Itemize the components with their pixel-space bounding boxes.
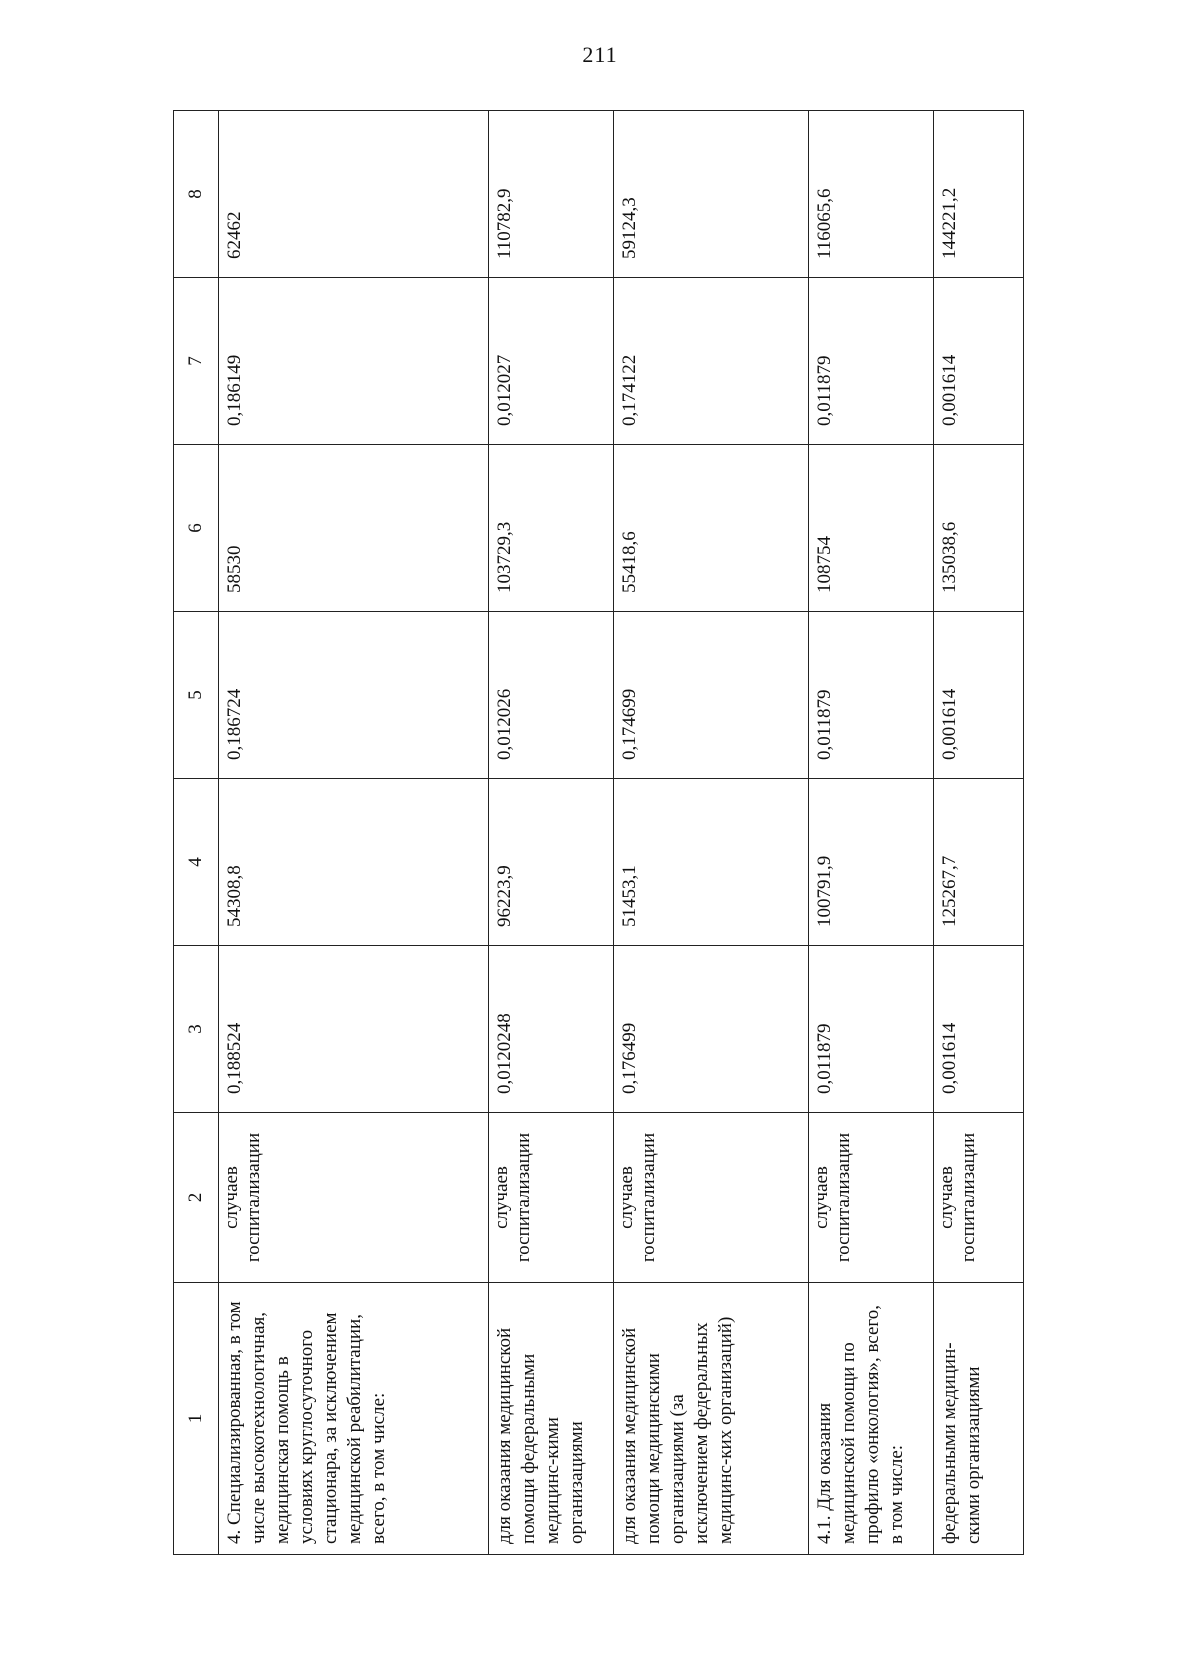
data-table bbox=[173, 110, 1024, 1555]
value-cell: 0,001614 bbox=[934, 278, 1024, 445]
value-cell: 144221,2 bbox=[934, 111, 1024, 278]
value-cell: 100791,9 bbox=[809, 779, 934, 946]
unit-cell: случаев госпитализации bbox=[809, 1113, 934, 1283]
value-cell: 51453,1 bbox=[614, 779, 809, 946]
unit-cell: случаев госпитализации bbox=[614, 1113, 809, 1283]
col-header-5: 5 bbox=[174, 612, 219, 779]
header-row bbox=[174, 111, 219, 1555]
value-cell: 59124,3 bbox=[614, 111, 809, 278]
row-label: для оказания медицинской помощи медицинскими организациями (за исключением федеральных медицинс-ких организаций) bbox=[614, 1283, 809, 1555]
table-row bbox=[809, 111, 934, 1555]
value-cell: 103729,3 bbox=[489, 445, 614, 612]
table-row bbox=[219, 111, 489, 1555]
value-cell: 62462 bbox=[219, 111, 489, 278]
value-cell: 0,001614 bbox=[934, 946, 1024, 1113]
table-rotated-container bbox=[173, 110, 1021, 1555]
value-cell: 0,186149 bbox=[219, 278, 489, 445]
row-label: 4.1. Для оказания медицинской помощи по профилю «онкология», всего, в том числе: bbox=[809, 1283, 934, 1555]
value-cell: 116065,6 bbox=[809, 111, 934, 278]
row-label: для оказания медицинской помощи федеральными медицинс-кими организациями bbox=[489, 1283, 614, 1555]
value-cell: 135038,6 bbox=[934, 445, 1024, 612]
value-cell: 0,0120248 bbox=[489, 946, 614, 1113]
table-row bbox=[614, 111, 809, 1555]
value-cell: 0,188524 bbox=[219, 946, 489, 1113]
unit-cell: случаев госпитализации bbox=[219, 1113, 489, 1283]
value-cell: 0,174122 bbox=[614, 278, 809, 445]
value-cell: 96223,9 bbox=[489, 779, 614, 946]
value-cell: 0,176499 bbox=[614, 946, 809, 1113]
value-cell: 0,174699 bbox=[614, 612, 809, 779]
col-header-1: 1 bbox=[174, 1283, 219, 1555]
row-label: 4. Специализированная, в том числе высокотехнологичная, медицинская помощь в условиях круглосуточного стационара, за исключением медицинской реабилитации, всего, в том числе: bbox=[219, 1283, 489, 1555]
value-cell: 0,011879 bbox=[809, 278, 934, 445]
value-cell: 0,011879 bbox=[809, 946, 934, 1113]
value-cell: 0,001614 bbox=[934, 612, 1024, 779]
value-cell: 0,011879 bbox=[809, 612, 934, 779]
value-cell: 110782,9 bbox=[489, 111, 614, 278]
value-cell: 55418,6 bbox=[614, 445, 809, 612]
table-row bbox=[934, 111, 1024, 1555]
value-cell: 0,186724 bbox=[219, 612, 489, 779]
value-cell: 58530 bbox=[219, 445, 489, 612]
value-cell: 0,012026 bbox=[489, 612, 614, 779]
unit-cell: случаев госпитализации bbox=[934, 1113, 1024, 1283]
row-label: федеральными медицин-скими организациями bbox=[934, 1283, 1024, 1555]
table-row bbox=[489, 111, 614, 1555]
col-header-4: 4 bbox=[174, 779, 219, 946]
col-header-8: 8 bbox=[174, 111, 219, 278]
value-cell: 125267,7 bbox=[934, 779, 1024, 946]
col-header-3: 3 bbox=[174, 946, 219, 1113]
col-header-2: 2 bbox=[174, 1113, 219, 1283]
unit-cell: случаев госпитализации bbox=[489, 1113, 614, 1283]
col-header-6: 6 bbox=[174, 445, 219, 612]
value-cell: 54308,8 bbox=[219, 779, 489, 946]
value-cell: 0,012027 bbox=[489, 278, 614, 445]
value-cell: 108754 bbox=[809, 445, 934, 612]
col-header-7: 7 bbox=[174, 278, 219, 445]
page-number: 211 bbox=[582, 42, 618, 67]
